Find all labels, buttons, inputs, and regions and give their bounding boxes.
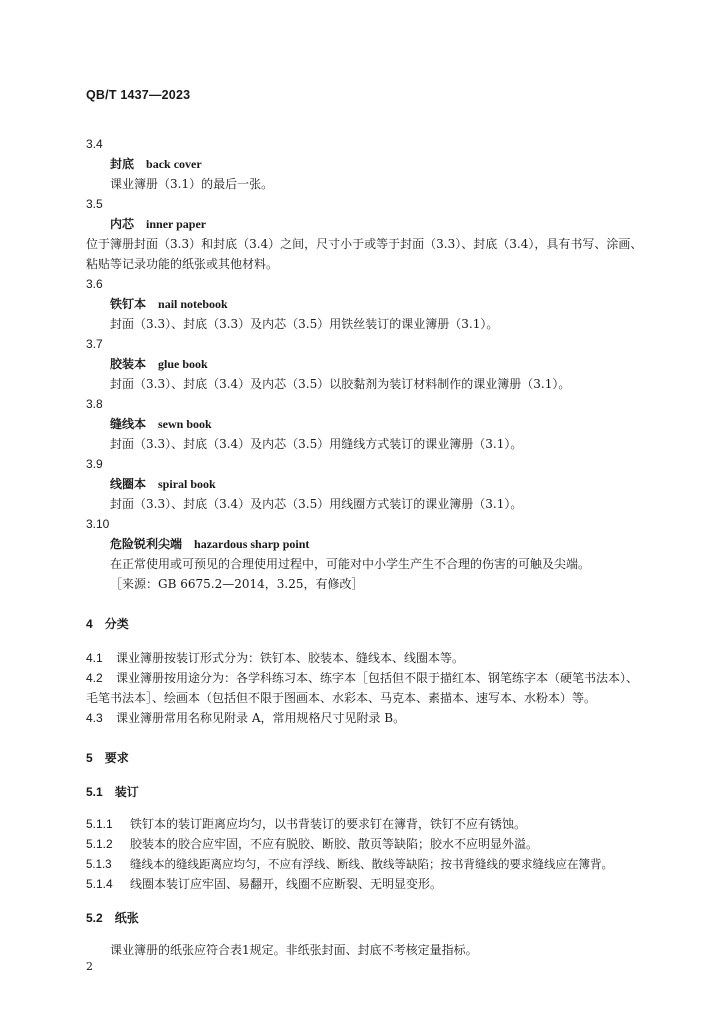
term-cn: 封底 bbox=[110, 157, 135, 171]
paragraph-number: 5.1.4 bbox=[86, 877, 113, 891]
paragraph-5-1-1 bbox=[86, 814, 646, 834]
definition: 位于簿册封面（3.3）和封底（3.4）之间，尺寸小于或等于封面（3.3）、封底（3.4），具有书写、涂画、粘贴等记录功能的纸张或其他材料。 bbox=[86, 237, 643, 271]
subsection-number: 5.2 bbox=[86, 911, 103, 925]
page-number: 2 bbox=[86, 960, 93, 973]
subsection-title: 装订 bbox=[114, 785, 139, 799]
clause-3-7 bbox=[86, 334, 646, 394]
subsection-heading-5-2 bbox=[86, 908, 646, 928]
paragraph-number: 5.1.3 bbox=[86, 859, 112, 871]
term bbox=[86, 214, 646, 234]
clause-3-10 bbox=[86, 514, 646, 594]
paragraph-text: 课业簿册常用名称见附录 A，常用规格尺寸见附录 B。 bbox=[116, 711, 406, 725]
section-number: 5 bbox=[86, 751, 93, 765]
paragraph-number: 4.2 bbox=[86, 671, 103, 685]
paragraph-text: 线圈本装订应牢固、易翻开，线圈不应断裂、无明显变形。 bbox=[130, 877, 443, 891]
term-en: nail notebook bbox=[158, 297, 228, 311]
term-cn: 危险锐利尖端 bbox=[110, 537, 183, 551]
term bbox=[86, 474, 646, 494]
term-en: spiral book bbox=[158, 477, 216, 491]
paragraph-text: 缝线本的缝线距离应均匀，不应有浮线、断线、散线等缺陷；按书背缝线的要求缝线应在簿背。 bbox=[130, 857, 613, 871]
definition: 课业簿册（3.1）的最后一张。 bbox=[110, 177, 274, 191]
document-body bbox=[86, 134, 646, 960]
source-note: ［来源：GB 6675.2—2014，3.25，有修改］ bbox=[110, 577, 364, 591]
section-title: 分类 bbox=[104, 617, 129, 631]
paragraph-text: 课业簿册按装订形式分为：铁钉本、胶装本、缝线本、线圈本等。 bbox=[116, 651, 465, 665]
section-number: 4 bbox=[86, 617, 93, 631]
document-code: QB/T 1437—2023 bbox=[86, 88, 191, 102]
section-heading-4 bbox=[86, 614, 646, 634]
paragraph-4-3 bbox=[86, 708, 646, 728]
clause-number: 3.9 bbox=[86, 457, 103, 471]
paragraph-5-1-2 bbox=[86, 834, 646, 854]
term-cn: 线圈本 bbox=[110, 477, 147, 491]
paragraph-number: 4.1 bbox=[86, 651, 103, 665]
clause-number: 3.7 bbox=[86, 337, 103, 351]
paragraph-5-1-4 bbox=[86, 874, 646, 894]
clause-3-5 bbox=[86, 194, 646, 274]
clause-3-8 bbox=[86, 394, 646, 454]
subsection-number: 5.1 bbox=[86, 785, 103, 799]
term-cn: 内芯 bbox=[110, 217, 135, 231]
definition: 封面（3.3）、封底（3.4）及内芯（3.5）以胶黏剂为装订材料制作的课业簿册（3.1）。 bbox=[110, 377, 571, 391]
clause-number: 3.8 bbox=[86, 397, 103, 411]
term-cn: 铁钉本 bbox=[110, 297, 147, 311]
paragraph-number: 4.3 bbox=[86, 711, 103, 725]
paragraph-text: 课业簿册按用途分为：各学科练习本、练字本［包括但不限于描红本、钢笔练字本（硬笔书法本）、毛笔书法本］、绘画本（包括但不限于图画本、水彩本、马克本、素描本、速写本、水粉本）等。 bbox=[86, 671, 639, 705]
paragraph-number: 5.1.2 bbox=[86, 837, 113, 851]
paragraph-number: 5.1.1 bbox=[86, 817, 113, 831]
term-en: back cover bbox=[146, 157, 202, 171]
paragraph-4-2 bbox=[86, 668, 646, 708]
clause-3-6 bbox=[86, 274, 646, 334]
paragraph-5-2: 课业簿册的纸张应符合表1规定。非纸张封面、封底不考核定量指标。 bbox=[110, 943, 478, 957]
term bbox=[86, 414, 646, 434]
section-title: 要求 bbox=[104, 751, 129, 765]
paragraph-5-1-3 bbox=[86, 854, 646, 874]
subsection-heading-5-1 bbox=[86, 782, 646, 802]
subsection-title: 纸张 bbox=[114, 911, 139, 925]
clause-number: 3.10 bbox=[86, 517, 110, 531]
definition: 封面（3.3）、封底（3.3）及内芯（3.5）用铁丝装订的课业簿册（3.1）。 bbox=[110, 317, 499, 331]
term-cn: 缝线本 bbox=[110, 417, 147, 431]
definition: 在正常使用或可预见的合理使用过程中，可能对中小学生产生不合理的伤害的可触及尖端。 bbox=[110, 557, 591, 571]
definition: 封面（3.3）、封底（3.4）及内芯（3.5）用线圈方式装订的课业簿册（3.1）。 bbox=[110, 497, 523, 511]
term-en: sewn book bbox=[158, 417, 212, 431]
clause-number: 3.4 bbox=[86, 137, 103, 151]
term-en: inner paper bbox=[146, 217, 207, 231]
paragraph-text: 胶装本的胶合应牢固，不应有脱胶、断胶、散页等缺陷；胶水不应明显外溢。 bbox=[130, 837, 539, 851]
clause-3-4 bbox=[86, 134, 646, 194]
term bbox=[86, 354, 646, 374]
definition: 封面（3.3）、封底（3.4）及内芯（3.5）用缝线方式装订的课业簿册（3.1）。 bbox=[110, 437, 523, 451]
term bbox=[86, 154, 646, 174]
term bbox=[86, 534, 646, 554]
clause-3-9 bbox=[86, 454, 646, 514]
clause-number: 3.5 bbox=[86, 197, 103, 211]
term-cn: 胶装本 bbox=[110, 357, 147, 371]
paragraph-text: 铁钉本的装订距离应均匀，以书背装订的要求钉在簿背，铁钉不应有锈蚀。 bbox=[130, 817, 527, 831]
term bbox=[86, 294, 646, 314]
clause-number: 3.6 bbox=[86, 277, 103, 291]
paragraph-4-1 bbox=[86, 648, 646, 668]
section-heading-5 bbox=[86, 748, 646, 768]
term-en: hazardous sharp point bbox=[194, 537, 310, 551]
term-en: glue book bbox=[158, 357, 208, 371]
